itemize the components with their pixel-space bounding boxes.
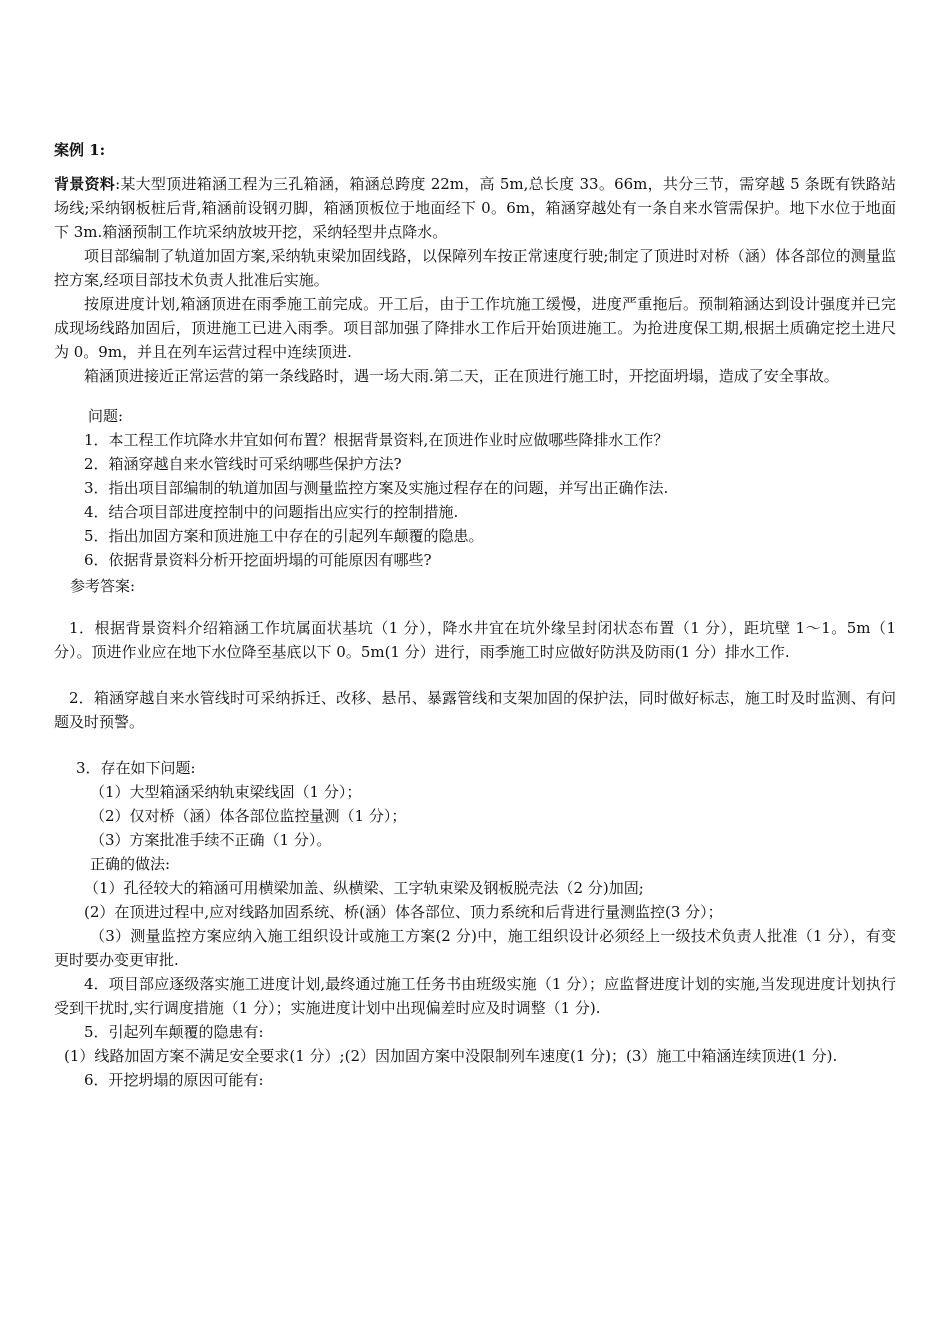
background-paragraph-3: 按原进度计划,箱涵顶进在雨季施工前完成。开工后，由于工作坑施工缓慢，进度严重拖后。预制箱涵达到设计强度并已完成现场线路加固后，顶进施工已进入雨季。项目部加强了降排水工作后开始顶进施工。为抢进度保工期,根据土质确定挖土进尺为 0。9m，并且在列车运营过程中连续顶进. — [54, 295, 896, 361]
answer-3-problem: （2）仅对桥（涵）体各部位监控量测（1 分）； — [90, 807, 407, 825]
answers-title: 参考答案: — [70, 577, 136, 595]
answer-3-correct-item: （1）孔径较大的箱涵可用横梁加盖、纵横梁、工字轨束梁及钢板脱壳法（2 分)加固; — [84, 879, 644, 897]
answer-2: 2．箱涵穿越自来水管线时可采纳拆迁、改移、悬吊、暴露管线和支架加固的保护法，同时做好标志，施工时及时监测、有问题及时预警。 — [54, 689, 896, 731]
question-item: 6．依据背景资料分析开挖面坍塌的可能原因有哪些? — [84, 551, 432, 569]
question-item: 3．指出项目部编制的轨道加固与测量监控方案及实施过程存在的问题，并写出正确作法. — [84, 479, 669, 497]
answer-1: 1．根据背景资料介绍箱涵工作坑属面状基坑（1 分），降水井宜在坑外缘呈封闭状态布置（1 分），距坑壁 1～1。5m（1 分）。顶进作业应在地下水位降至基底以下 0。5m(1 分）进行，雨季施工时应做好防洪及防雨(1 分）排水工作. — [54, 619, 896, 661]
background-label: 背景资料 — [54, 175, 116, 193]
document-page — [54, 138, 896, 1092]
case-title: 案例 1: — [54, 141, 106, 159]
answer-5-title: 5．引起列车颠覆的隐患有: — [84, 1023, 264, 1041]
question-item: 4．结合项目部进度控制中的问题指出应实行的控制措施. — [84, 503, 459, 521]
question-item: 2．箱涵穿越自来水管线时可采纳哪些保护方法? — [84, 455, 402, 473]
answer-3-problem: （1）大型箱涵采纳轨束梁线固（1 分）； — [90, 783, 362, 801]
answer-3-correct-item: （3）测量监控方案应纳入施工组织设计或施工方案(2 分)中，施工组织设计必须经上一级技术负责人批准（1 分），有变更时要办变更审批. — [54, 927, 896, 969]
background-paragraph-1 — [54, 172, 896, 244]
answer-6-title: 6．开挖坍塌的原因可能有: — [84, 1071, 264, 1089]
background-paragraph-4: 箱涵顶进接近正常运营的第一条线路时，遇一场大雨.第二天，正在顶进行施工时，开挖面坍塌，造成了安全事故。 — [84, 367, 839, 385]
background-paragraph-2: 项目部编制了轨道加固方案,采纳轨束梁加固线路，以保障列车按正常速度行驶;制定了顶进时对桥（涵）体各部位的测量监控方案,经项目部技术负责人批准后实施。 — [54, 247, 896, 289]
answer-3-correct-item: (2）在顶进过程中,应对线路加固系统、桥(涵）体各部位、顶力系统和后背进行量测监控(3 分）； — [84, 903, 723, 921]
questions-title: 问题: — [88, 407, 124, 425]
question-item: 1．本工程工作坑降水井宜如何布置？根据背景资料,在顶进作业时应做哪些降排水工作？ — [84, 431, 669, 449]
background-text-1: :某大型顶进箱涵工程为三孔箱涵，箱涵总跨度 22m，高 5m,总长度 33。66m，共分三节，需穿越 5 条既有铁路站场线;采纳钢板桩后背,箱涵前设钢刃脚，箱涵顶板位于地面经下 0。6m，箱涵穿越处有一条自来水管需保护。地下水位于地面下 3m.箱涵预制工作坑采纳放坡开挖，采纳轻型井点降水。 — [54, 175, 896, 241]
answer-3-correct-title: 正确的做法: — [90, 855, 171, 873]
answer-3-title: 3．存在如下问题: — [76, 759, 196, 777]
answer-4: 4．项目部应逐级落实施工进度计划,最终通过施工任务书由班级实施（1 分）；应监督进度计划的实施,当发现进度计划执行受到干扰时,实行调度措施（1 分）；实施进度计划中出现偏差时应及时调整（1 分). — [54, 975, 896, 1017]
question-item: 5．指出加固方案和顶进施工中存在的引起列车颠覆的隐患。 — [84, 527, 484, 545]
answer-5-body: (1）线路加固方案不满足安全要求(1 分）;(2）因加固方案中没限制列车速度(1 分)；(3）施工中箱涵连续顶进(1 分). — [64, 1047, 838, 1065]
answer-3-problem: （3）方案批准手续不正确（1 分）。 — [90, 831, 332, 849]
